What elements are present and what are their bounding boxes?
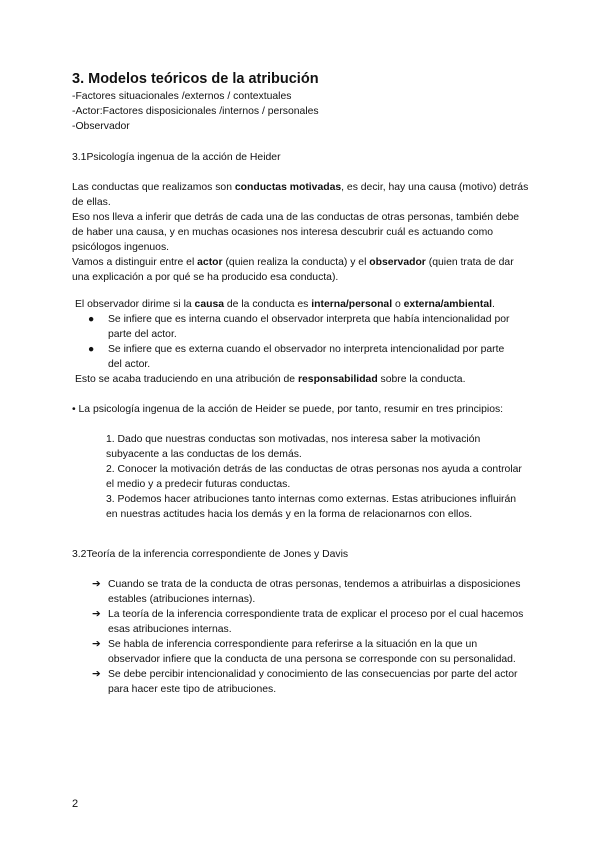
heading-3-2: 3.2Teoría de la inferencia correspondiente de Jones y Davis <box>72 549 349 560</box>
arrow-right-icon: ➔ <box>92 609 101 620</box>
principles-list <box>72 432 530 522</box>
list-item: 3. Podemos hacer atribuciones tanto internas como externas. Estas atribuciones influirán en nuestras actitudes hacia los demás y en la forma de relacionarnos con ellos. <box>106 494 517 520</box>
intro-line: -Factores situacionales /externos / contextuales <box>72 91 292 102</box>
arrow-right-icon: ➔ <box>92 669 101 680</box>
list-item: ➔ Cuando se trata de la conducta de otras personas, tendemos a atribuirlas a disposiciones estables (atribuciones internas). <box>92 579 521 605</box>
list-item: 2. Conocer la motivación detrás de las conductas de otras personas nos ayuda a controlar el medio y a predecir futuras conductas. <box>106 464 522 490</box>
bold-term: externa/ambiental <box>403 299 493 310</box>
bold-term: responsabilidad <box>297 374 378 385</box>
arrow-right-icon: ➔ <box>92 639 101 650</box>
paragraph-responsabilidad: Esto se acaba traduciendo en una atribución de responsabilidad sobre la conducta. <box>75 374 466 385</box>
bullet-icon: ● <box>88 314 95 325</box>
page-number: 2 <box>72 798 79 810</box>
intro-list <box>72 89 530 134</box>
bullet-list <box>72 312 530 372</box>
bold-term: causa <box>194 299 225 310</box>
list-item: 1. Dado que nuestras conductas son motivadas, nos interesa saber la motivación subyacente a las conductas de los demás. <box>106 434 481 460</box>
bold-term: conductas motivadas <box>234 182 342 193</box>
list-item: ● Se infiere que es externa cuando el observador no interpreta intencionalidad por parte del actor. <box>88 344 505 370</box>
list-item: ➔ Se debe percibir intencionalidad y conocimiento de las consecuencias por parte del actor para hacer este tipo de atribuciones. <box>92 669 518 695</box>
paragraph-causa: El observador dirime si la causa de la conducta es interna/personal o externa/ambiental. <box>75 299 495 310</box>
list-item: ● Se infiere que es interna cuando el observador interpreta que había intencionalidad por parte del actor. <box>88 314 510 340</box>
section-title: 3. Modelos teóricos de la atribución <box>72 71 319 87</box>
intro-line: -Actor:Factores disposicionales /internos / personales <box>72 106 319 117</box>
arrow-list <box>72 577 530 697</box>
paragraph-conductas: Las conductas que realizamos son conductas motivadas, es decir, hay una causa (motivo) detrás de ellas. <box>72 182 529 208</box>
bold-term: actor <box>197 257 223 268</box>
list-item: ➔ La teoría de la inferencia correspondiente trata de explicar el proceso por el cual hacemos esas atribuciones internas. <box>92 609 524 635</box>
bullet-icon: ● <box>88 344 95 355</box>
bold-term: observador <box>369 257 426 268</box>
heading-3-1: 3.1Psicología ingenua de la acción de Heider <box>72 152 281 163</box>
arrow-right-icon: ➔ <box>92 579 101 590</box>
intro-line: -Observador <box>72 121 130 132</box>
bold-term: interna/personal <box>311 299 393 310</box>
paragraph-resumen: • La psicología ingenua de la acción de Heider se puede, por tanto, resumir en tres principios: <box>72 404 504 415</box>
paragraph-actor-observador: Vamos a distinguir entre el actor (quien realiza la conducta) y el observador (quien trata de dar una explicación a por qué se ha producido esa conducta). <box>72 257 514 283</box>
paragraph-inferir: Eso nos lleva a inferir que detrás de cada una de las conductas de otras personas, también debe de haber una causa, y en muchas ocasiones nos interesa descubrir cuál es actuando como psicólogos ingenuos. <box>72 212 520 253</box>
list-item: ➔ Se habla de inferencia correspondiente para referirse a la situación en la que un observador infiere que la conducta de una persona se corresponde con su personalidad. <box>92 639 516 665</box>
